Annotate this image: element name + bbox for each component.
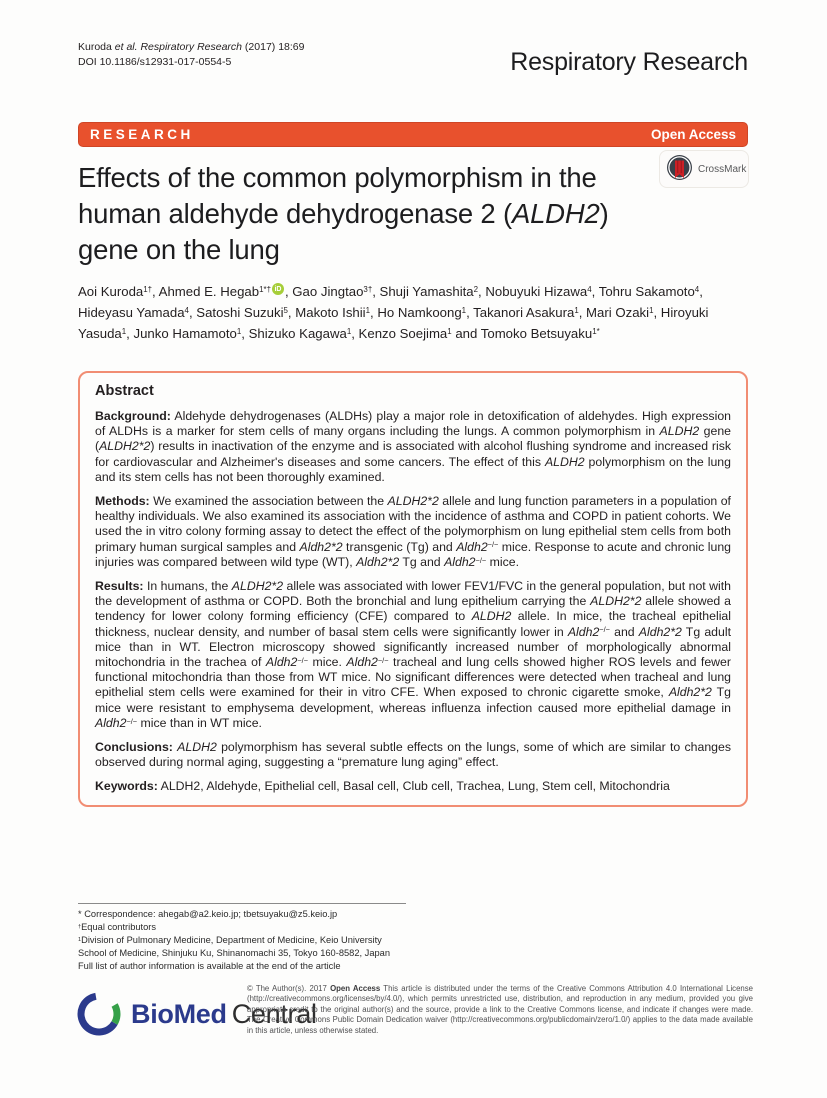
doi-line: DOI 10.1186/s12931-017-0554-5 — [78, 55, 232, 68]
article-type-label: RESEARCH — [90, 127, 194, 142]
open-access-label: Open Access — [650, 127, 736, 142]
background-text: Aldehyde dehydrogenases (ALDHs) play a major role in detoxification of aldehydes. High expression of ALDHs is a marker for stem cells of many organs including the lungs. A common polymorphism in ALDH2 gene (ALDH2*2) results in inactivation of the enzyme and is associated with alcohol flushing syndrome and increased risk for cardiovascular and Alzheimer's diseases and some cancers. The effect of this ALDH2 polymorphism on the lung and its stem cells has not been thoroughly examined. — [95, 409, 732, 484]
crossmark-icon — [666, 154, 693, 184]
orcid-icon[interactable]: iD — [272, 283, 284, 295]
crossmark-badge[interactable] — [659, 150, 749, 188]
background-label: Background: — [95, 409, 171, 423]
article-title: Effects of the common polymorphism in the human aldehyde dehydrogenase 2 (ALDH2) gene on the lung — [78, 162, 609, 265]
abstract-heading: Abstract — [95, 383, 154, 399]
biomed-central-ring-icon — [76, 991, 122, 1037]
biomed-text: BioMed — [131, 998, 227, 1029]
methods-text: We examined the association between the ALDH2*2 allele and lung function parameters in a population of healthy individuals. We also examined its association with the incidence of asthma and COPD in patient cohorts. We used the in vitro colony forming assay to detect the effect of the polymorphism on lung epithelial stem cells from both primary human surgical samples and Aldh2*2 transgenic (Tg) and Aldh2−/− mice. Response to acute and chronic lung injuries was compared between wild type (WT), Aldh2*2 Tg and Aldh2−/− mice. — [95, 494, 731, 569]
copyright-text: © The Author(s). 2017 Open Access This article is distributed under the terms of the Creative Commons Attribution 4.0 International License (http://creativecommons.org/licenses/by/4.0/), which permits unrestricted use, distribution, and reproduction in any medium, provided you give appropriate credit to the original author(s) and the source, provide a link to the Creative Commons license, and indicate if changes were made. The Creative Commons Public Domain Dedication waiver (http://creativecommons.org/publicdomain/zero/1.0/) applies to the data made available in this article, unless otherwise stated. — [247, 984, 753, 1035]
equal-contributors-line: †Equal contributors — [78, 922, 157, 932]
methods-label: Methods: — [95, 494, 150, 509]
abstract-keywords — [95, 779, 731, 794]
keywords-label: Keywords: — [95, 779, 158, 794]
journal-name: Respiratory Research — [510, 48, 748, 76]
article-type-banner — [78, 122, 748, 147]
keywords-text: ALDH2, Aldehyde, Epithelial cell, Basal cell, Club cell, Trachea, Lung, Stem cell, Mitochondria — [157, 779, 670, 794]
affiliation-line: $^1$Division of Pulmonary Medicine, Department of Medicine, Keio University School of Medicine, Shinjuku Ku, Shinanomachi 35, Tokyo 160-8582, Japan — [78, 935, 390, 958]
central-text: Central — [231, 998, 317, 1029]
author-list: Aoi Kuroda$^{1\dagger}$, Ahmed E. Hegab$^{1*\dagger}$ iD , Gao Jingtao$^{3\dagger}$, Shuji Yamashita$^2$, Nobuyuki Hizawa$^4$, Tohru Sakamoto$^4$, Hideyasu Yamada$^4$, Satoshi Suzuki$^5$, Makoto Ishii$^1$, Ho Namkoong$^1$, Takanori Asakura$^1$, Mari Ozaki$^1$, Hiroyuki Yasuda$^1$, Junko Hamamoto$^1$, Shizuko Kagawa$^1$, Kenzo Soejima$^1$ and Tomoko Betsuyaku$^{1*}$ — [78, 284, 709, 341]
results-text: In humans, the ALDH2*2 allele was associated with lower FEV1/FVC in the general population, but not with the development of asthma or COPD. Both the bronchial and lung epithelium carrying the ALDH2*2 allele showed a tendency for lower colony forming efficiency (CFE) compared to ALDH2 allele. In mice, the tracheal epithelial thickness, nuclear density, and number of basal stem cells were significantly lower in Aldh2−/− and Aldh2*2 Tg adult mice than in WT. Electron microscopy showed significantly increased number of morphologically abnormal mitochondria in the trachea of Aldh2−/− mice. Aldh2−/− tracheal and lung cells showed higher ROS levels and fewer functional mitochondria than those from WT mice. No significant differences were detected when tracheal and lung epithelial stem cells were examined for their in vitro CFE. When exposed to chronic cigarette smoke, Aldh2*2 Tg mice were resistant to emphysema development, whereas influenza infection caused more epithelial damage in Aldh2−/− mice than in WT mice. — [95, 579, 731, 730]
abstract-methods — [95, 494, 731, 570]
abstract-conclusions — [95, 740, 731, 770]
citation-block — [78, 40, 304, 69]
abstract-box — [78, 371, 748, 807]
conclusions-text: ALDH2 polymorphism has several subtle effects on the lungs, some of which are similar to changes observed during normal aging, suggesting a “premature lung aging” effect. — [95, 740, 731, 770]
conclusions-label: Conclusions: — [95, 740, 173, 755]
correspondence-line: * Correspondence: ahegab@a2.keio.jp; tbetsuyaku@z5.keio.jp — [78, 909, 338, 919]
author-info-line: Full list of author information is available at the end of the article — [78, 961, 341, 971]
abstract-background — [95, 409, 731, 485]
abstract-results — [95, 579, 731, 731]
footnote-divider — [78, 903, 406, 904]
citation-line: Kuroda et al. Respiratory Research (2017) 18:69 — [78, 41, 305, 53]
crossmark-label: CrossMark — [698, 163, 747, 175]
footnotes-block — [78, 908, 412, 973]
results-label: Results: — [95, 579, 144, 594]
